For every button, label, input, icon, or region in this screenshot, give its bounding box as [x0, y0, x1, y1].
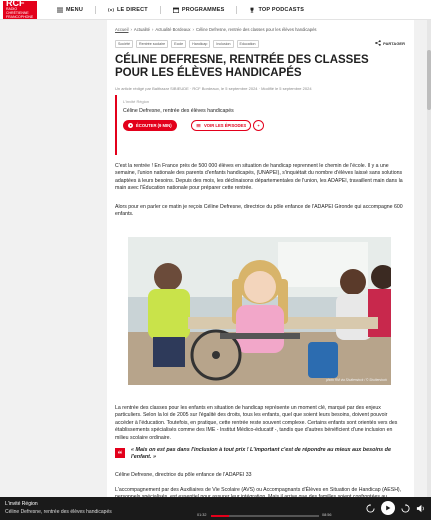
tag-education[interactable]: Education — [237, 40, 259, 48]
top-navigation-bar — [0, 0, 431, 20]
breadcrumb-separator: › — [151, 27, 154, 32]
nav-live-label: LE DIRECT — [117, 6, 148, 13]
quote-text: « Mais on est pas dans l'inclusion à tout prix ! L'important c'est de répondre au mieux aux besoins de l'enfant. » — [131, 447, 391, 461]
breadcrumb — [115, 27, 317, 32]
tag-list — [115, 40, 259, 48]
photo-caption: photo RM via Shutterstock / © Shutterstock — [326, 378, 387, 382]
article-photo — [128, 237, 391, 385]
article-page — [107, 20, 414, 502]
episode-player-card — [115, 95, 363, 155]
tag-rentree-scolaire[interactable]: Rentrée scolaire — [136, 40, 168, 48]
elapsed-time: 01:32 — [197, 513, 207, 517]
article-title: CÉLINE DEFRESNE, RENTRÉE DES CLASSES POUR LES ÉLÈVES HANDICAPÉS — [115, 54, 369, 79]
breadcrumb-home[interactable]: Accueil — [115, 27, 129, 32]
quote-mark-icon: “ — [115, 448, 125, 458]
nav-divider — [236, 6, 237, 14]
tag-handicap[interactable]: Handicap — [189, 40, 210, 48]
main-nav — [57, 6, 304, 14]
play-icon — [385, 505, 391, 511]
antenna-icon — [108, 7, 114, 13]
breadcrumb-current: Céline Defresne, rentrée des classes pour les élèves handicapés — [195, 27, 317, 32]
share-label: PARTAGER — [383, 40, 405, 46]
classroom-photo-illustration — [128, 237, 391, 385]
breadcrumb-separator: › — [130, 27, 132, 32]
nav-programmes[interactable] — [173, 7, 225, 13]
nav-divider — [160, 6, 161, 14]
nav-divider — [95, 6, 96, 14]
tag-ecole[interactable]: Ecole — [171, 40, 186, 48]
article-paragraph: La rentrée des classes pour les enfants en situation de handicap représente un moment clé, marqué par des enjeux particuliers. Selon la loi de 2005 sur l'égalité des droits, tous les enfants, quel que soient leurs besoins, doivent pouvoir accéder à l'éducation. Toutefois, en pratique, cette rentrée reste souvent complexe. Certains enfants sont orientés vers des établissements spécialisés comme des IME - Institut Médico-éducatif -, tandis que d'autres bénéficient d'une inclusion en milieu scolaire ordinaire. — [115, 405, 398, 441]
share-button[interactable] — [375, 40, 405, 46]
pull-quote — [115, 445, 405, 469]
listen-button[interactable] — [123, 120, 177, 131]
nav-live[interactable] — [108, 7, 148, 13]
logo-text: RCF — [6, 0, 25, 8]
logo-subtitle: RADIO CHRÉTIENNE FRANCOPHONE — [6, 7, 34, 19]
nav-top-podcasts[interactable] — [249, 7, 304, 13]
tag-societe[interactable]: Société — [115, 40, 133, 48]
scrollbar-thumb[interactable] — [427, 50, 431, 110]
nav-programmes-label: PROGRAMMES — [181, 6, 225, 13]
page-scrollbar[interactable] — [427, 20, 431, 497]
breadcrumb-separator: › — [192, 27, 194, 32]
nav-menu[interactable] — [57, 7, 83, 13]
list-icon — [196, 123, 201, 128]
add-to-playlist-button[interactable] — [253, 120, 264, 131]
nav-menu-label: MENU — [66, 6, 83, 13]
player-controls — [366, 501, 425, 515]
progress-bar[interactable] — [211, 515, 319, 517]
breadcrumb-actualite-bordeaux[interactable]: Actualité Bordeaux — [155, 27, 191, 32]
total-time: 08:56 — [322, 513, 332, 517]
progress-bar-fill — [211, 515, 229, 517]
player-episode-title: Céline Defresne, rentrée des élèves handicapés — [123, 108, 234, 114]
calendar-icon — [173, 7, 179, 13]
bottom-player-title: Céline Defresne, rentrée des élèves handicapés — [5, 509, 112, 515]
play-pause-button[interactable] — [381, 501, 395, 515]
article-byline: Un article rédigé par Balthazar SIBIEUDE · RCF Bordeaux, le 5 septembre 2024 · Modifié le 5 septembre 2024 — [115, 86, 312, 91]
article-paragraph: L'accompagnement par des Auxiliaires de Vie Scolaire (AVS) ou Accompagnants d'Élèves en Situation de Handicap (AESH), — [115, 487, 402, 493]
listen-button-label: ÉCOUTER (9 MIN) — [136, 123, 172, 128]
episodes-button[interactable] — [191, 120, 251, 131]
share-icon — [375, 40, 381, 46]
play-icon — [128, 123, 133, 128]
breadcrumb-actualite[interactable]: Actualité — [133, 27, 150, 32]
article-paragraph: Alors pour en parler ce matin je reçois Céline Defresne, directrice du pôle enfance de l'ADAPEI Gironde qui accompagne 600 enfants. — [115, 204, 403, 218]
rcf-logo[interactable] — [3, 1, 37, 19]
nav-top-podcasts-label: TOP PODCASTS — [258, 6, 305, 13]
tag-inclusion[interactable]: Inclusion — [213, 40, 233, 48]
hamburger-icon — [57, 7, 63, 13]
rewind-icon[interactable] — [366, 504, 375, 513]
bottom-player-show: L'invité Région — [5, 501, 38, 507]
player-show-label: L'invité Région — [123, 99, 150, 104]
forward-icon[interactable] — [401, 504, 410, 513]
quote-attribution: Céline Defresne, directrice du pôle enfance de l'ADAPEI 33 — [115, 472, 252, 478]
bottom-audio-player — [0, 497, 431, 520]
volume-icon[interactable] — [416, 504, 425, 513]
plus-icon: + — [257, 123, 260, 128]
trophy-icon — [249, 7, 255, 13]
episodes-button-label: VOIR LES ÉPISODES — [204, 123, 247, 128]
article-paragraph: C'est la rentrée ! En France près de 500 000 élèves en situation de handicap reprennent le chemin de l'école. Il y a une semaine, l'union nationale des parents d'enfants handicapés, (UNAPEI), s'inquiétait du nombre d'élèves laissé sans solutions adaptées à leurs besoins. Depuis des mois, les déclinaisons départementales de l'union, les ADAPEI, travaillent main dans la main avec l'Éducation nationale pour préparer cette rentrée. — [115, 163, 403, 192]
